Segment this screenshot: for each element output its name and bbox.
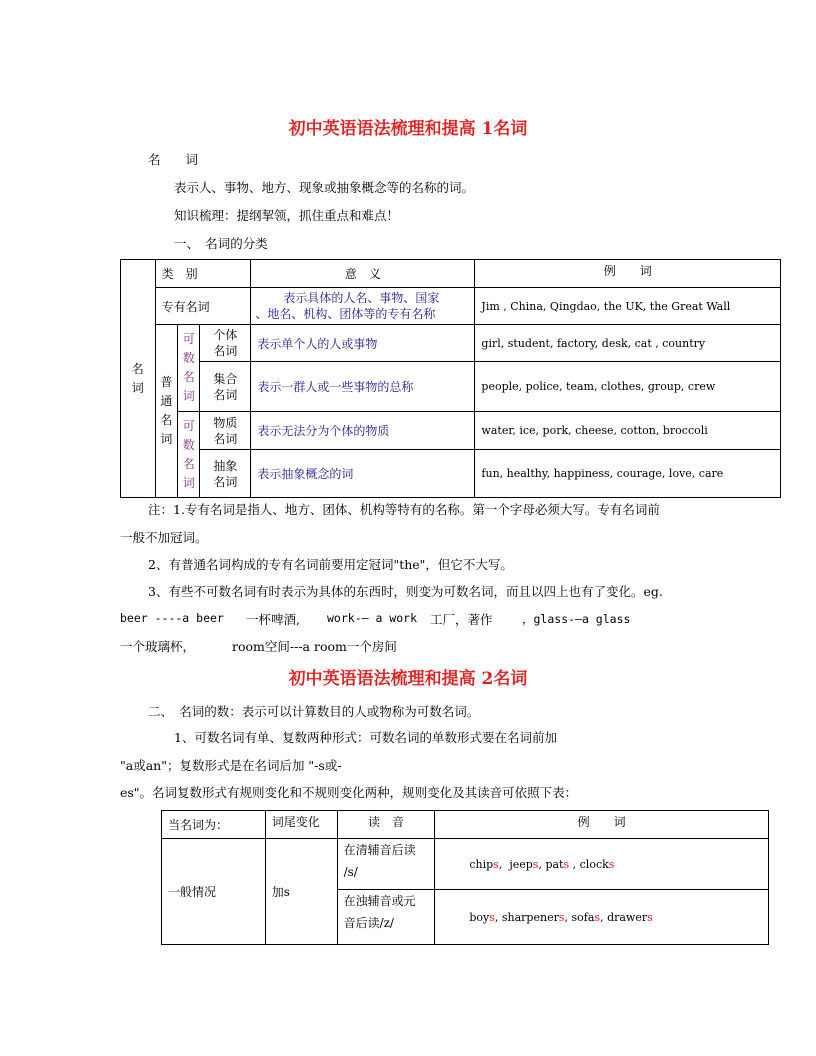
plural-suffix: s: [563, 857, 570, 871]
sub-material: 物质 名词: [200, 412, 251, 450]
example-work-meaning: 工厂，著作: [430, 612, 493, 627]
meaning-collective: 表示一群人或一些事物的总称: [251, 362, 475, 412]
page-title-1: 初中英语语法梳理和提高 1名词: [288, 119, 528, 139]
part2-paragraph-2: "a或an"；复数形式是在名词后加 "-s或-: [120, 758, 342, 773]
plural-suffix: s: [594, 910, 601, 924]
noun-left-label: 名 词: [121, 260, 156, 498]
general-case: 一般情况: [162, 839, 266, 945]
part2-paragraph-3: es"。名词复数形式有规则变化和不规则变化两种，规则变化及其读音可依照下表：: [120, 785, 578, 800]
example-room: room空间---a room一个房间: [232, 639, 397, 654]
word-separator: ,: [498, 857, 510, 871]
word-separator: ,: [564, 910, 572, 924]
plural-suffix: s: [489, 910, 495, 924]
example-material: water, ice, pork, cheese, cotton, broccoli: [475, 412, 781, 450]
meaning-material: 表示无法分为个体的物质: [251, 412, 475, 450]
plural-suffix: s: [493, 857, 499, 871]
example-glass-meaning: 一个玻璃杯，: [120, 639, 196, 654]
section-heading: 名 词: [148, 152, 199, 167]
note-3: 3、有些不可数名词有时表示为具体的东西时，则变为可数名词，而且以四上也有了变化。eg.: [148, 584, 663, 599]
word-separator: ,: [538, 857, 546, 871]
word-stem: sharpener: [501, 910, 559, 924]
add-s: 加s: [265, 839, 337, 945]
meaning-individual: 表示单个人的人或事物: [251, 325, 475, 362]
countable-label: 可 数 名 词: [178, 325, 200, 412]
proper-noun-label: 专有名词: [155, 288, 251, 325]
plural-suffix: s: [558, 910, 565, 924]
part2-heading: 二、 名词的数：表示可以计算数目的人或物称为可数名词。: [148, 704, 480, 719]
example-abstract: fun, healthy, happiness, courage, love, care: [475, 450, 781, 498]
word-stem: chip: [469, 857, 494, 871]
word-separator: ,: [569, 857, 580, 871]
word-stem: drawer: [607, 910, 648, 924]
noun-classification-table: [120, 259, 781, 498]
proper-noun-example: Jim , China, Qingdao, the UK, the Great Wall: [475, 288, 781, 325]
part1-heading: 一、 名词的分类: [174, 236, 268, 251]
header-meaning: 意 义: [251, 260, 475, 288]
example-work: work-— a work: [327, 611, 418, 625]
note-2: 2、有普通名词构成的专有名词前要用定冠词"the"，但它不大写。: [148, 557, 513, 572]
words-voiced: [435, 890, 769, 945]
example-beer: beer ----a beer: [120, 611, 224, 625]
sound-voiceless: 在清辅音后读 /s/: [337, 839, 435, 890]
header-when: 当名词为：: [162, 811, 266, 839]
uncountable-label: 可 数 名 词: [178, 412, 200, 498]
header-example: 例 词: [475, 260, 781, 288]
meaning-abstract: 表示抽象概念的词: [251, 450, 475, 498]
part2-paragraph-1: 1、可数名词有单、复数两种形式：可数名词的单数形式要在名词前加: [174, 730, 557, 745]
word-stem: sofa: [571, 910, 595, 924]
example-individual: girl, student, factory, desk, cat , country: [475, 325, 781, 362]
header-example-2: 例 词: [435, 811, 769, 839]
word-separator: ,: [494, 910, 502, 924]
knowledge-text: 知识梳理：提纲挈领，抓住重点和难点！: [174, 208, 400, 223]
word-stem: boy: [469, 910, 490, 924]
sub-abstract: 抽象 名词: [200, 450, 251, 498]
page-title-2: 初中英语语法梳理和提高 2名词: [288, 669, 528, 689]
intro-text: 表示人、事物、地方、现象或抽象概念等的名称的词。: [174, 180, 475, 195]
header-category: 类 别: [155, 260, 251, 288]
plural-rules-table: [161, 810, 769, 945]
plural-suffix: s: [647, 910, 653, 924]
note-1-line2: 一般不加冠词。: [120, 530, 208, 545]
word-stem: clock: [579, 857, 609, 871]
example-beer-meaning: 一杯啤酒,: [246, 612, 300, 627]
header-ending: 词尾变化: [265, 811, 337, 839]
header-sound: 读 音: [337, 811, 435, 839]
sub-collective: 集合 名词: [200, 362, 251, 412]
word-separator: ,: [600, 910, 608, 924]
words-voiceless: [435, 839, 769, 890]
proper-noun-meaning: 表示具体的人名、事物、国家 、地名、机构、团体等的专有名称: [251, 288, 475, 325]
example-glass: ，glass-—a glass: [522, 612, 631, 626]
plural-suffix: s: [532, 857, 539, 871]
plural-suffix: s: [608, 857, 615, 871]
example-collective: people, police, team, clothes, group, crew: [475, 362, 781, 412]
sound-voiced: 在浊辅音或元 音后读/z/: [337, 890, 435, 945]
note-1-line1: 注：1.专有名词是指人、地方、团体、机构等特有的名称。第一个字母必须大写。专有名词前: [148, 502, 660, 517]
word-stem: jeep: [509, 857, 533, 871]
common-noun-label: 普 通 名 词: [155, 325, 177, 498]
sub-individual: 个体 名词: [200, 325, 251, 362]
word-stem: pat: [545, 857, 564, 871]
